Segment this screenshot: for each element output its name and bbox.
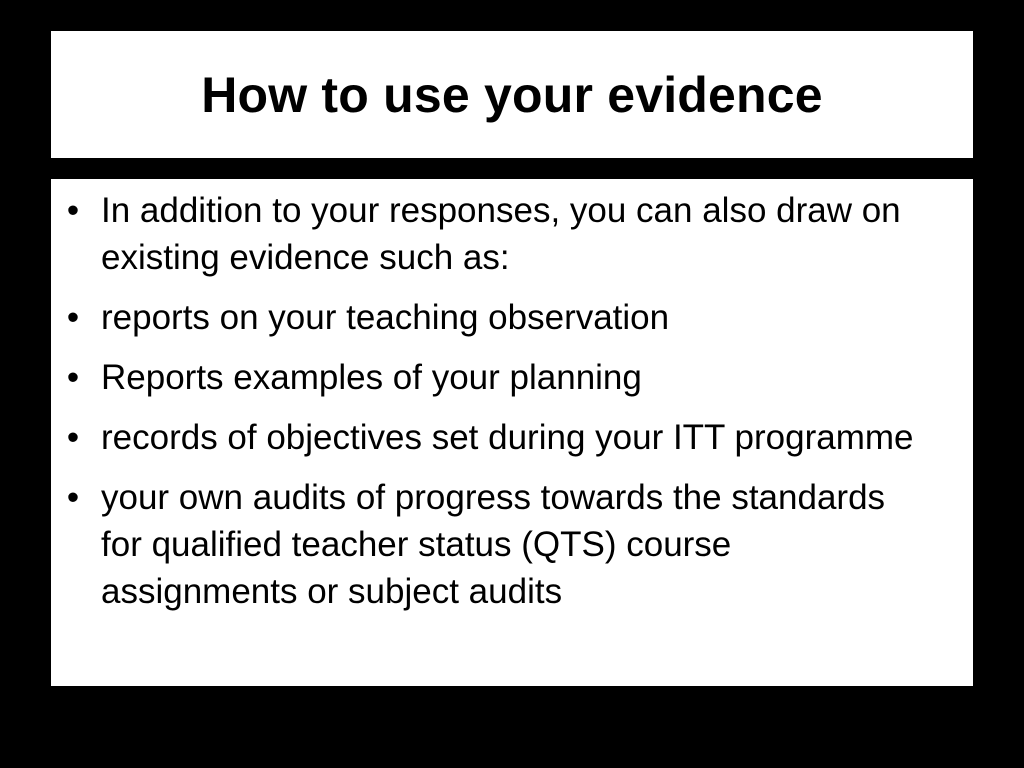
bullet-icon: • xyxy=(66,298,80,337)
bullet-icon: • xyxy=(66,478,80,517)
bullet-icon: • xyxy=(66,418,80,457)
bullet-text: In addition to your responses, you can also draw on existing evidence such as: xyxy=(101,191,901,277)
bullet-text: reports on your teaching observation xyxy=(101,298,670,337)
bullet-item xyxy=(63,354,933,401)
content-box xyxy=(51,179,973,686)
bullet-item xyxy=(63,294,933,341)
bullet-text: your own audits of progress towards the standards for qualified teacher status (QTS) course assignments or subject audits xyxy=(101,478,886,611)
bullet-item xyxy=(63,187,933,281)
bullet-text: records of objectives set during your ITT programme xyxy=(101,418,914,457)
bullet-list xyxy=(63,187,933,615)
bullet-text: Reports examples of your planning xyxy=(101,358,642,397)
title-box xyxy=(51,31,973,158)
bullet-icon: • xyxy=(66,191,80,230)
slide-title: How to use your evidence xyxy=(201,66,823,123)
bullet-item xyxy=(63,474,933,615)
bullet-item xyxy=(63,414,933,461)
bullet-icon: • xyxy=(66,358,80,397)
